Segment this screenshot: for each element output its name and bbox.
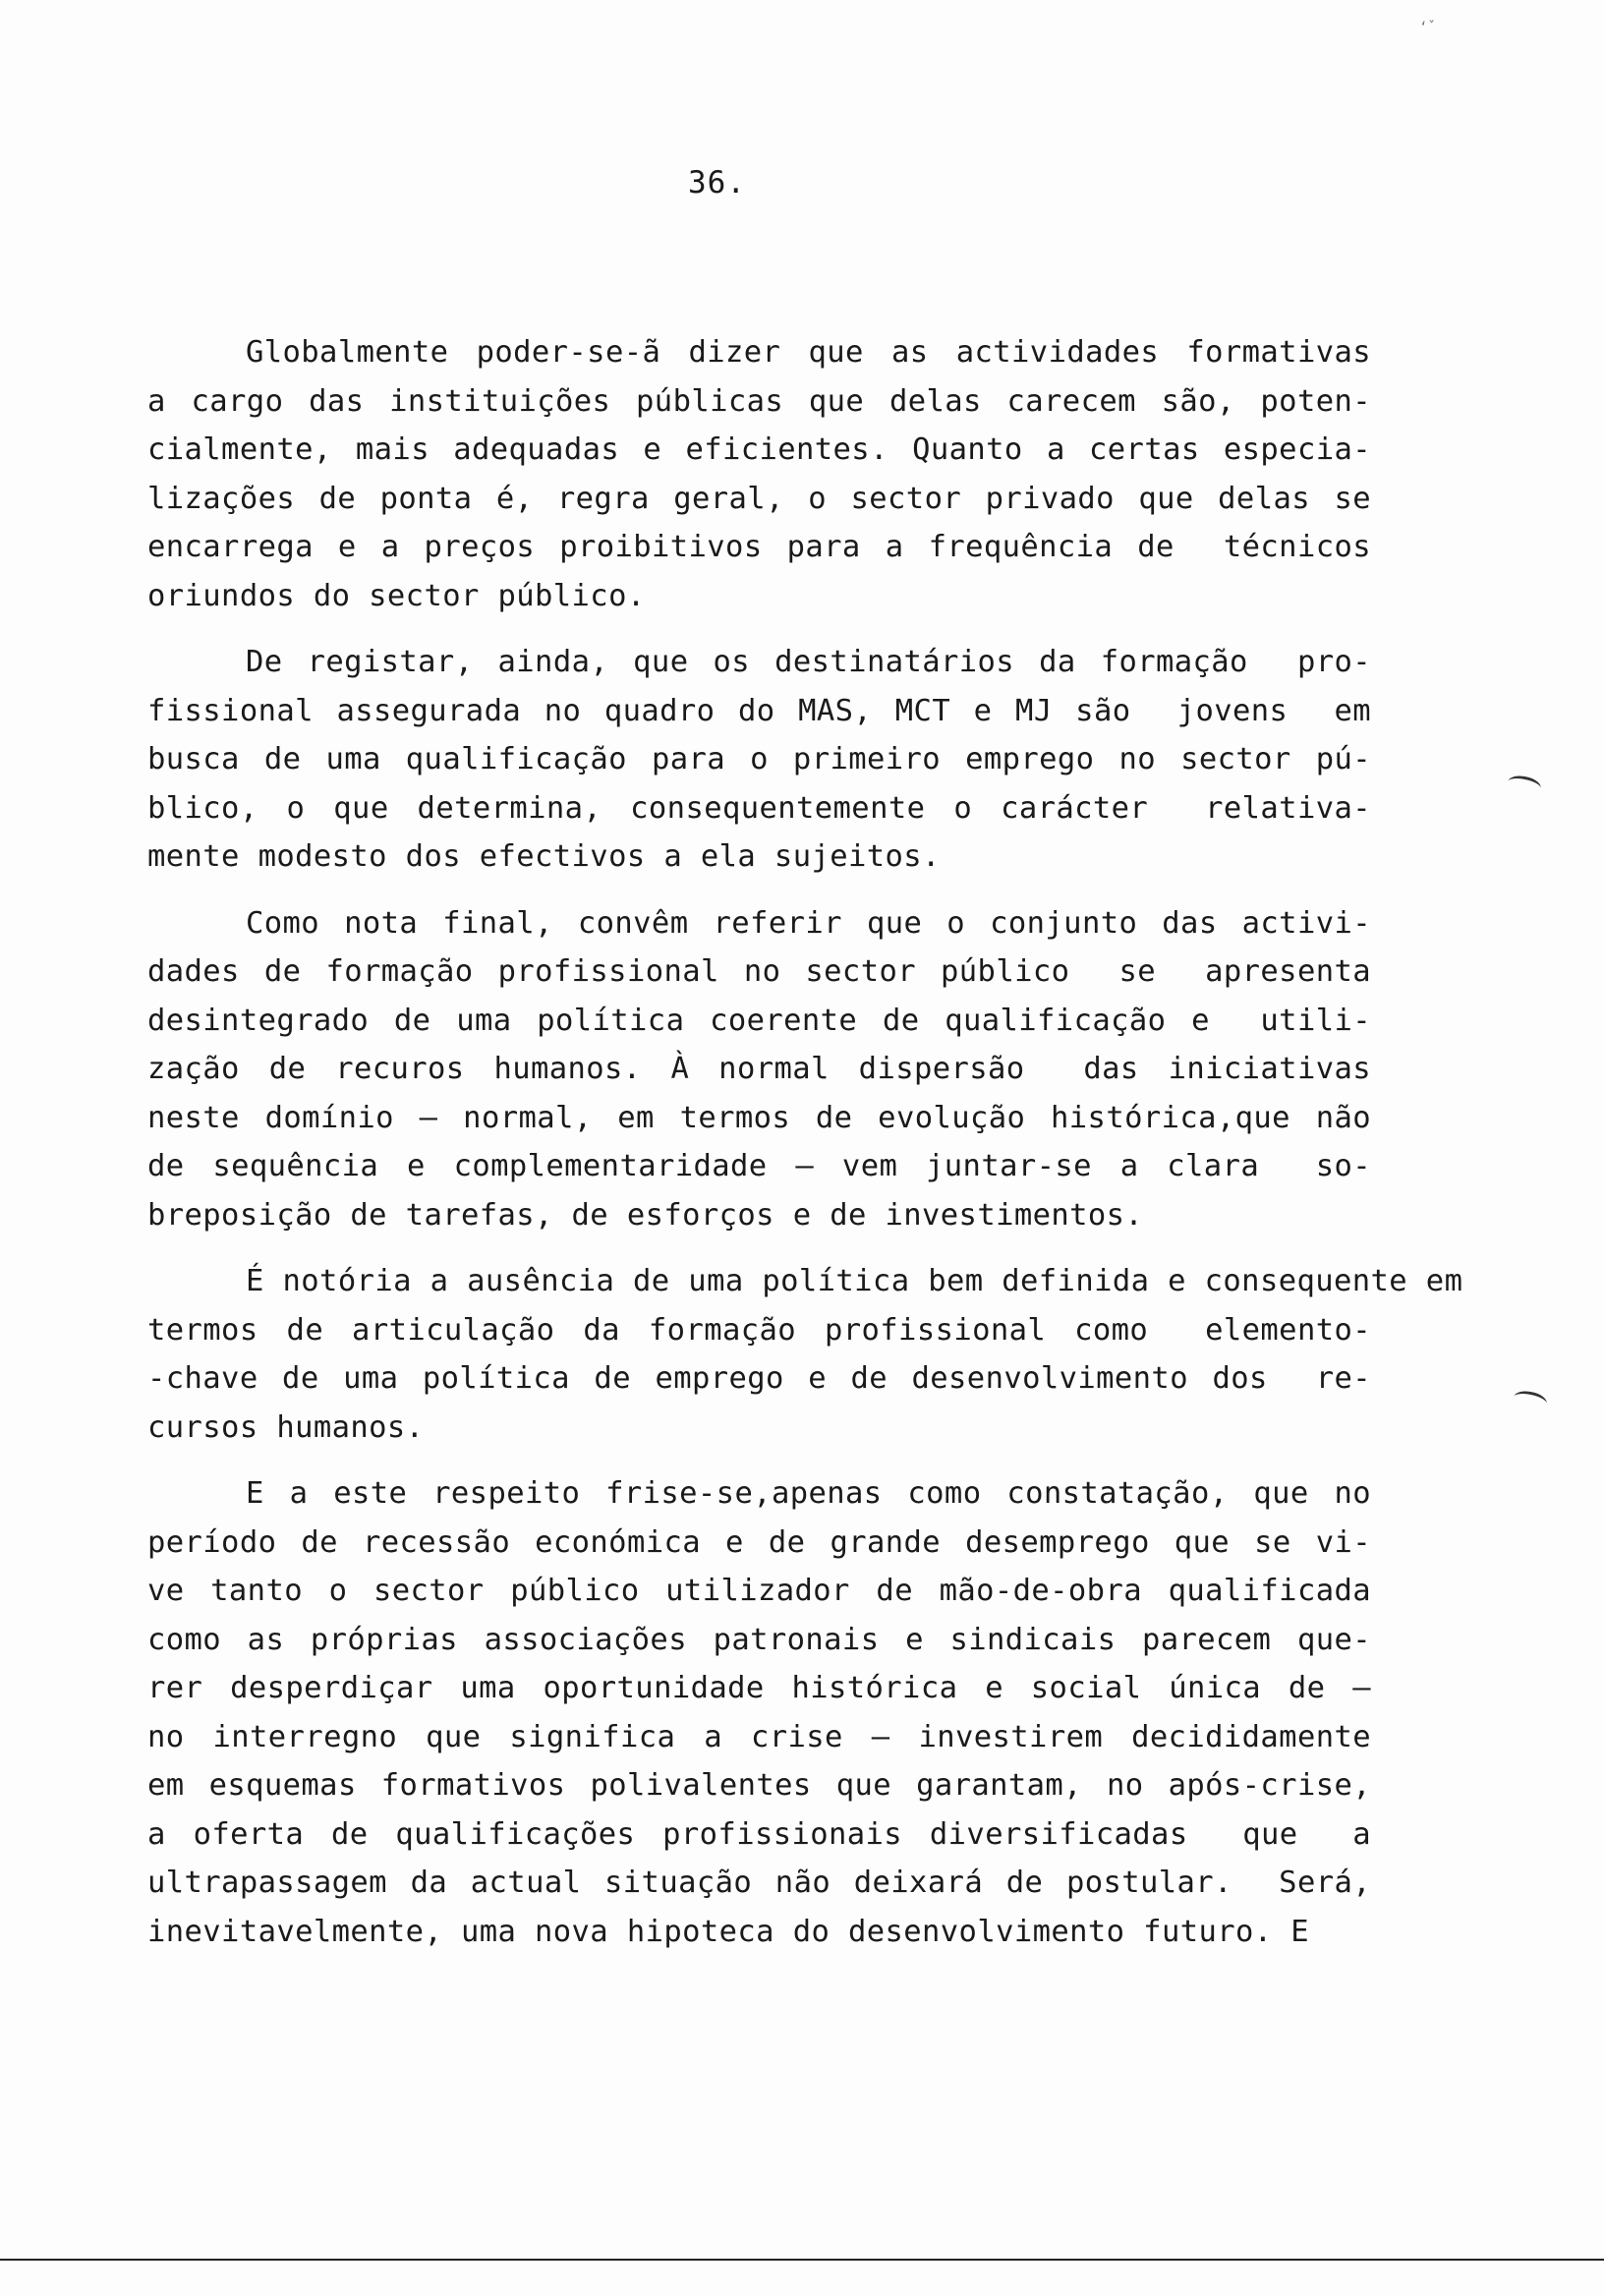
body-text	[147, 328, 1463, 1974]
text-line: Como nota final, convêm referir que o conjunto das activi-	[246, 905, 1371, 941]
text-line: ultrapassagem da actual situação não deixará de postular. Será,	[147, 1866, 1371, 1900]
text-line: cialmente, mais adequadas e eficientes. Quanto a certas especia-	[147, 432, 1371, 467]
text-line: inevitavelmente, uma nova hipoteca do desenvolvimento futuro. E	[147, 1914, 1310, 1949]
margin-tick-mark	[1507, 774, 1543, 797]
page-number: 36.	[688, 165, 746, 201]
text-line: É notória a ausência de uma política bem definida e consequente em	[246, 1264, 1463, 1298]
paragraph-1	[147, 328, 1371, 620]
text-line: termos de articulação da formação profissional como elemento-	[147, 1312, 1371, 1348]
text-line: busca de uma qualificação para o primeiro emprego no sector pú-	[147, 742, 1371, 776]
text-line: desintegrado de uma política coerente de qualificação e utili-	[147, 1003, 1371, 1038]
text-line: oriundos do sector público.	[147, 578, 646, 613]
text-line: a oferta de qualificações profissionais diversificadas que a	[147, 1816, 1371, 1852]
text-line: breposição de tarefas, de esforços e de investimentos.	[147, 1197, 1144, 1233]
text-line: zação de recuros humanos. À normal dispersão das iniciativas	[147, 1052, 1371, 1086]
paragraph-2	[147, 638, 1371, 882]
corner-mark: ʻˇ	[1419, 20, 1436, 35]
margin-tick-mark	[1513, 1389, 1549, 1412]
text-line: em esquemas formativos polivalentes que garantam, no após-crise,	[147, 1768, 1371, 1803]
paragraph-4	[147, 1257, 1463, 1452]
paragraph-5	[147, 1469, 1371, 1956]
text-line: -chave de uma política de emprego e de desenvolvimento dos re-	[147, 1361, 1371, 1396]
text-line: dades de formação profissional no sector público se apresenta	[147, 954, 1371, 989]
text-line: Globalmente poder-se-ã dizer que as actividades formativas	[246, 335, 1371, 370]
text-line: De registar, ainda, que os destinatários da formação pro-	[246, 645, 1371, 679]
text-line: blico, o que determina, consequentemente o carácter relativa-	[147, 790, 1371, 826]
text-line: E a este respeito frise-se,apenas como constatação, que no	[246, 1476, 1371, 1511]
text-line: lizações de ponta é, regra geral, o sector privado que delas se	[147, 481, 1371, 516]
text-line: a cargo das instituições públicas que delas carecem são, poten-	[147, 383, 1371, 419]
text-line: neste domínio — normal, em termos de evolução histórica,que não	[147, 1100, 1371, 1135]
text-line: ve tanto o sector público utilizador de mão-de-obra qualificada	[147, 1574, 1371, 1608]
text-line: no interregno que significa a crise — investirem decididamente	[147, 1719, 1371, 1754]
text-line: rer desperdiçar uma oportunidade histórica e social única de —	[147, 1671, 1371, 1705]
footer-rule	[0, 2259, 1604, 2261]
text-line: fissional assegurada no quadro do MAS, MCT e MJ são jovens em	[147, 693, 1371, 728]
text-line: cursos humanos.	[147, 1409, 425, 1445]
paragraph-3	[147, 899, 1371, 1240]
text-line: período de recessão económica e de grande desemprego que se vi-	[147, 1524, 1371, 1560]
text-line: mente modesto dos efectivos a ela sujeitos.	[147, 839, 941, 874]
text-line: encarrega e a preços proibitivos para a frequência de técnicos	[147, 530, 1371, 564]
text-line: de sequência e complementaridade — vem juntar-se a clara so-	[147, 1149, 1371, 1183]
text-line: como as próprias associações patronais e sindicais parecem que-	[147, 1622, 1371, 1657]
